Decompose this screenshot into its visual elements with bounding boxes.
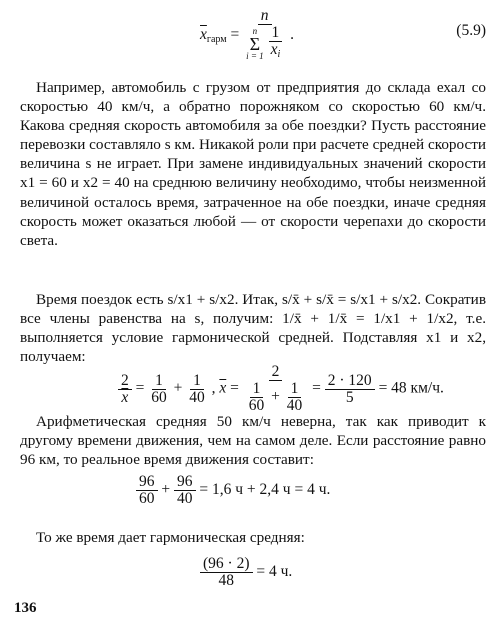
eq1-forty: 40: [189, 388, 205, 406]
inner-den-sub: i: [277, 49, 281, 60]
eq3-rhs: = 4 ч.: [256, 563, 293, 581]
eq1-complex-fraction: 2 $\frac{1}{60}$ + $\frac{1}{40}$: [243, 364, 309, 414]
formula-lhs-sub: гарм: [206, 34, 227, 46]
formula-5-9: $\overline{x}_{гарм}$ = n n Σ i = 1 $\frac{1}{x_i}$ .: [200, 7, 294, 61]
eq2-n1: 96: [136, 474, 158, 491]
eq2-d2: 40: [177, 490, 193, 507]
eq1-one-c: 1: [250, 381, 264, 398]
paragraph-harmonic-same: [20, 528, 486, 547]
paragraph-travel-time: [20, 290, 486, 366]
eq1-xbar-2: $\overline{x}$: [219, 379, 227, 397]
formula-numerator: n: [260, 7, 269, 24]
eq2-rhs: = 1,6 ч + 2,4 ч = 4 ч.: [199, 481, 331, 499]
eq1-sixty-2: 60: [248, 397, 265, 414]
sum-bottom: i = 1: [246, 51, 264, 61]
eq1-big-num: 2 · 120: [325, 373, 375, 390]
inner-fraction: [268, 25, 284, 63]
eq2-n2: 96: [174, 474, 196, 491]
paragraph-harmonic-same-text: То же время дает гармоническая средняя:: [36, 529, 305, 546]
equation-time: $\frac{96}{60}$ + $\frac{96}{40}$ = 1,6 ч + 2,4 ч = 4 ч.: [136, 474, 330, 507]
eq1-two: 2: [118, 373, 132, 390]
formula-lhs: $\overline{x}$: [200, 26, 207, 44]
paragraph-arithmetic: [20, 412, 486, 469]
inner-num: 1: [269, 25, 283, 42]
eq1-big-den: 5: [345, 388, 354, 406]
eq1-result: = 48 км/ч.: [378, 379, 444, 397]
eq3-num: (96 · 2): [200, 556, 253, 573]
equation-harmonic-calc: $\frac{2}{x}$ = $\frac{1}{60}$ + $\frac{1}{40}$ , $\overline{x}$ = 2 $\frac{1}{60}$ + $\frac{1}{40}$ = $\frac{2 \cdot 120}{5}$ = 48 км/ч.: [118, 364, 444, 414]
paragraph-travel-time-text: Время поездок есть s/x1 + s/x2. Итак, s/x̄ + s/x̄ = s/x1 + s/x2. Сократив все члены равенства на s, получим: 1/x̄ + 1/x̄ = 1/x1 + 1/x2, т.е. выполняется условие гармонической средней. Подставляя x1 и x2, получаем:: [20, 291, 486, 366]
paragraph-example: [20, 78, 486, 250]
equation-harmonic-time: [200, 556, 292, 589]
eq1-one-b: 1: [190, 373, 204, 390]
equation-number: (5.9): [456, 22, 486, 39]
sum-symbol: n Σ i = 1: [246, 26, 264, 61]
eq1-one-a: 1: [152, 373, 166, 390]
formula-fraction: [243, 8, 286, 63]
paragraph-example-text: Например, автомобиль с грузом от предприятия до склада ехал со скоростью 40 км/ч, а обратно порожняком со скоростью 60 км/ч. Какова средняя скорость автомобиля за обе поездки? Пусть расстояние перевозки составляло s км. Никакой роли при расчете средней скорости величина s не играет. При замене индивидуальных значений скорости x1 = 60 и x2 = 40 на среднюю величину необходимо, чтобы неизменной величиной осталось время, затраченное на обе поездки, иначе средняя скорость может оказаться любой — от скорости черепахи до скорости света.: [20, 79, 486, 249]
paragraph-arithmetic-text: Арифметическая средняя 50 км/ч неверна, так как приводит к другому времени движения, чем на самом деле. Если расстояние равно 96 км, то реальное время движения составит:: [20, 413, 486, 469]
eq1-forty-2: 40: [286, 397, 303, 414]
inner-den: x: [270, 41, 278, 58]
eq3-den: 48: [218, 572, 234, 589]
eq2-d1: 60: [139, 490, 155, 507]
eq1-xbar: x: [121, 388, 129, 406]
page-number: 136: [14, 600, 37, 616]
eq1-one-d: 1: [288, 381, 302, 398]
eq1-mid-num: 2: [269, 364, 283, 381]
eq1-sixty: 60: [151, 388, 167, 406]
sum-top: n: [252, 26, 258, 36]
